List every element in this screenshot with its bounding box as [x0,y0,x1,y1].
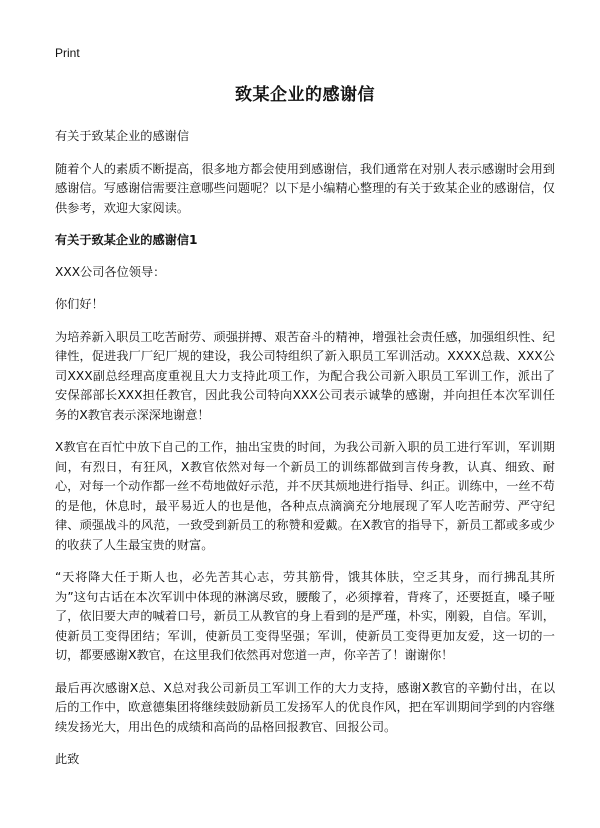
body-paragraph-4: 最后再次感谢X总、X总对我公司新员工军训工作的大力支持，感谢X教官的辛勤付出，在以后的工作中，欧意德集团将继续鼓励新员工发扬军人的优良作风，把在军训期间学到的内容继续发扬光大，用出色的成绩和高尚的品格回报教官、回报公司。 [55,680,555,734]
body-paragraph-2: X教官在百忙中放下自己的工作，抽出宝贵的时间，为我公司新入职的员工进行军训，军训期间，有烈日，有狂风，X教官依然对每一个新员工的训练都做到言传身教，认真、细致、耐心，对每一个动作都一丝不苟地做好示范，并不厌其烦地进行指导、纠正。训练中，一丝不苟的是他，休息时，最平易近人的也是他，各种点点滴滴充分地展现了军人吃苦耐劳、严守纪律、顽强战斗的风范，一致受到新员工的称赞和爱戴。在X教官的指导下，新员工都或多或少的收获了人生最宝贵的财富。 [55,440,555,552]
print-link[interactable]: Print [55,46,80,60]
document-title: 致某企业的感谢信 [235,85,375,105]
intro-paragraph: 随着个人的素质不断提高，很多地方都会使用到感谢信，我们通常在对别人表示感谢时会用到感谢信。写感谢信需要注意哪些问题呢？以下是小编精心整理的有关于致某企业的感谢信，仅供参考，欢迎大家阅读。 [55,161,555,215]
closing: 此致 [55,752,80,766]
document-subtitle: 有关于致某企业的感谢信 [55,129,190,143]
greeting: 你们好！ [55,297,104,311]
section-title: 有关于致某企业的感谢信1 [55,233,198,247]
body-paragraph-1: 为培养新入职员工吃苦耐劳、顽强拼搏、艰苦奋斗的精神，增强社会责任感，加强组织性、纪律性，促进我厂厂纪厂规的建设，我公司特组织了新入职员工军训活动。XXXX总裁、XXX公司XXX副总经理高度重视且大力支持此项工作，为配合我公司新入职员工军训工作，派出了安保部部长XXX担任教官，因此我公司特向XXX公司表示诚挚的感谢，并向担任本次军训任务的X教官表示深深地谢意！ [55,329,555,422]
body-paragraph-3: “天将降大任于斯人也，必先苦其心志，劳其筋骨，饿其体肤，空乏其身，而行拂乱其所为”这句古话在本次军训中体现的淋漓尽致，腰酸了，必须撑着，背疼了，还要挺直，嗓子哑了，依旧要大声的喊着口号，新员工从教官的身上看到的是严瑾，朴实，刚毅，自信。军训，使新员工变得团结；军训，使新员工变得坚强；军训，使新员工变得更加友爱，这一切的一切，都要感谢X教官，在这里我们依然再对您道一声，你辛苦了！谢谢你！ [55,570,555,662]
salutation: XXX公司各位领导： [55,264,166,279]
document-body [55,80,555,783]
